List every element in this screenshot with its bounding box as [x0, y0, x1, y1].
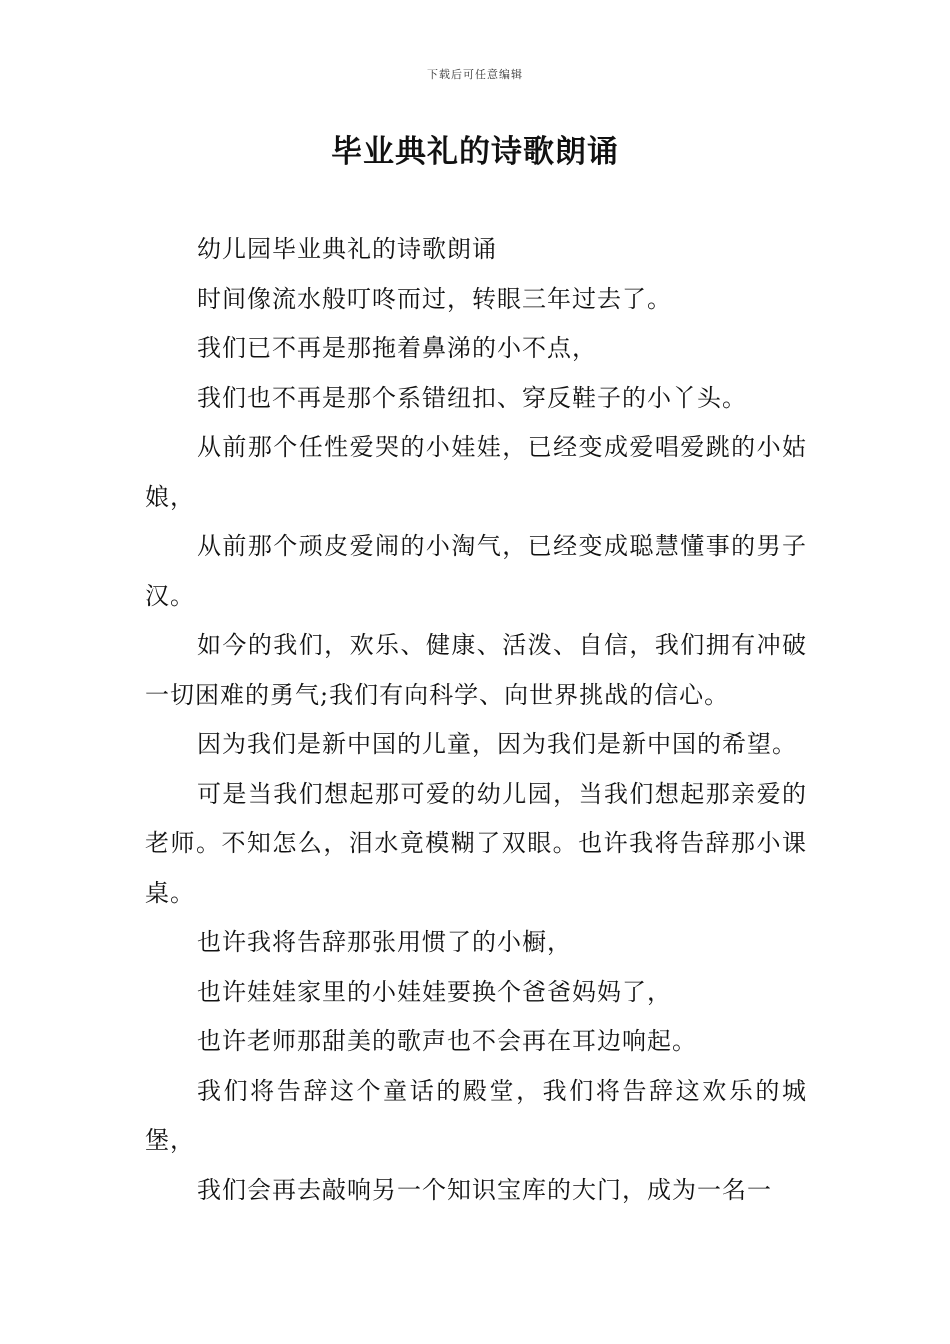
- paragraph: 我们会再去敲响另一个知识宝库的大门，成为一名一: [197, 1175, 772, 1204]
- paragraph: 也许娃娃家里的小娃娃要换个爸爸妈妈了，: [197, 977, 672, 1006]
- header-note: 下载后可任意编辑: [427, 68, 523, 81]
- paragraph: 时间像流水般叮咚而过，转眼三年过去了。: [197, 284, 672, 313]
- paragraph: 我们已不再是那拖着鼻涕的小不点，: [197, 334, 597, 362]
- paragraph: 幼儿园毕业典礼的诗歌朗诵: [197, 235, 497, 263]
- paragraph: 我们将告辞这个童话的殿堂，我们将告辞这欢乐的城堡，: [145, 1076, 807, 1154]
- paragraph: 从前那个任性爱哭的小娃娃，已经变成爱唱爱跳的小姑娘，: [145, 433, 807, 511]
- paragraph: 也许老师那甜美的歌声也不会再在耳边响起。: [197, 1027, 697, 1055]
- paragraph: 我们也不再是那个系错纽扣、穿反鞋子的小丫头。: [197, 383, 747, 412]
- document-title: 毕业典礼的诗歌朗诵: [331, 134, 619, 170]
- paragraph: 可是当我们想起那可爱的幼儿园，当我们想起那亲爱的老师。不知怎么，泪水竟模糊了双眼。也许我将告辞那小课桌。: [145, 779, 807, 907]
- paragraph: 也许我将告辞那张用惯了的小橱，: [197, 928, 572, 956]
- paragraph: 从前那个顽皮爱闹的小淘气，已经变成聪慧懂事的男子汉。: [145, 532, 807, 610]
- document-body: [145, 225, 807, 1215]
- paragraph: 如今的我们，欢乐、健康、活泼、自信，我们拥有冲破一切困难的勇气;我们有向科学、向世界挑战的信心。: [145, 631, 807, 709]
- paragraph: 因为我们是新中国的儿童，因为我们是新中国的希望。: [197, 730, 797, 758]
